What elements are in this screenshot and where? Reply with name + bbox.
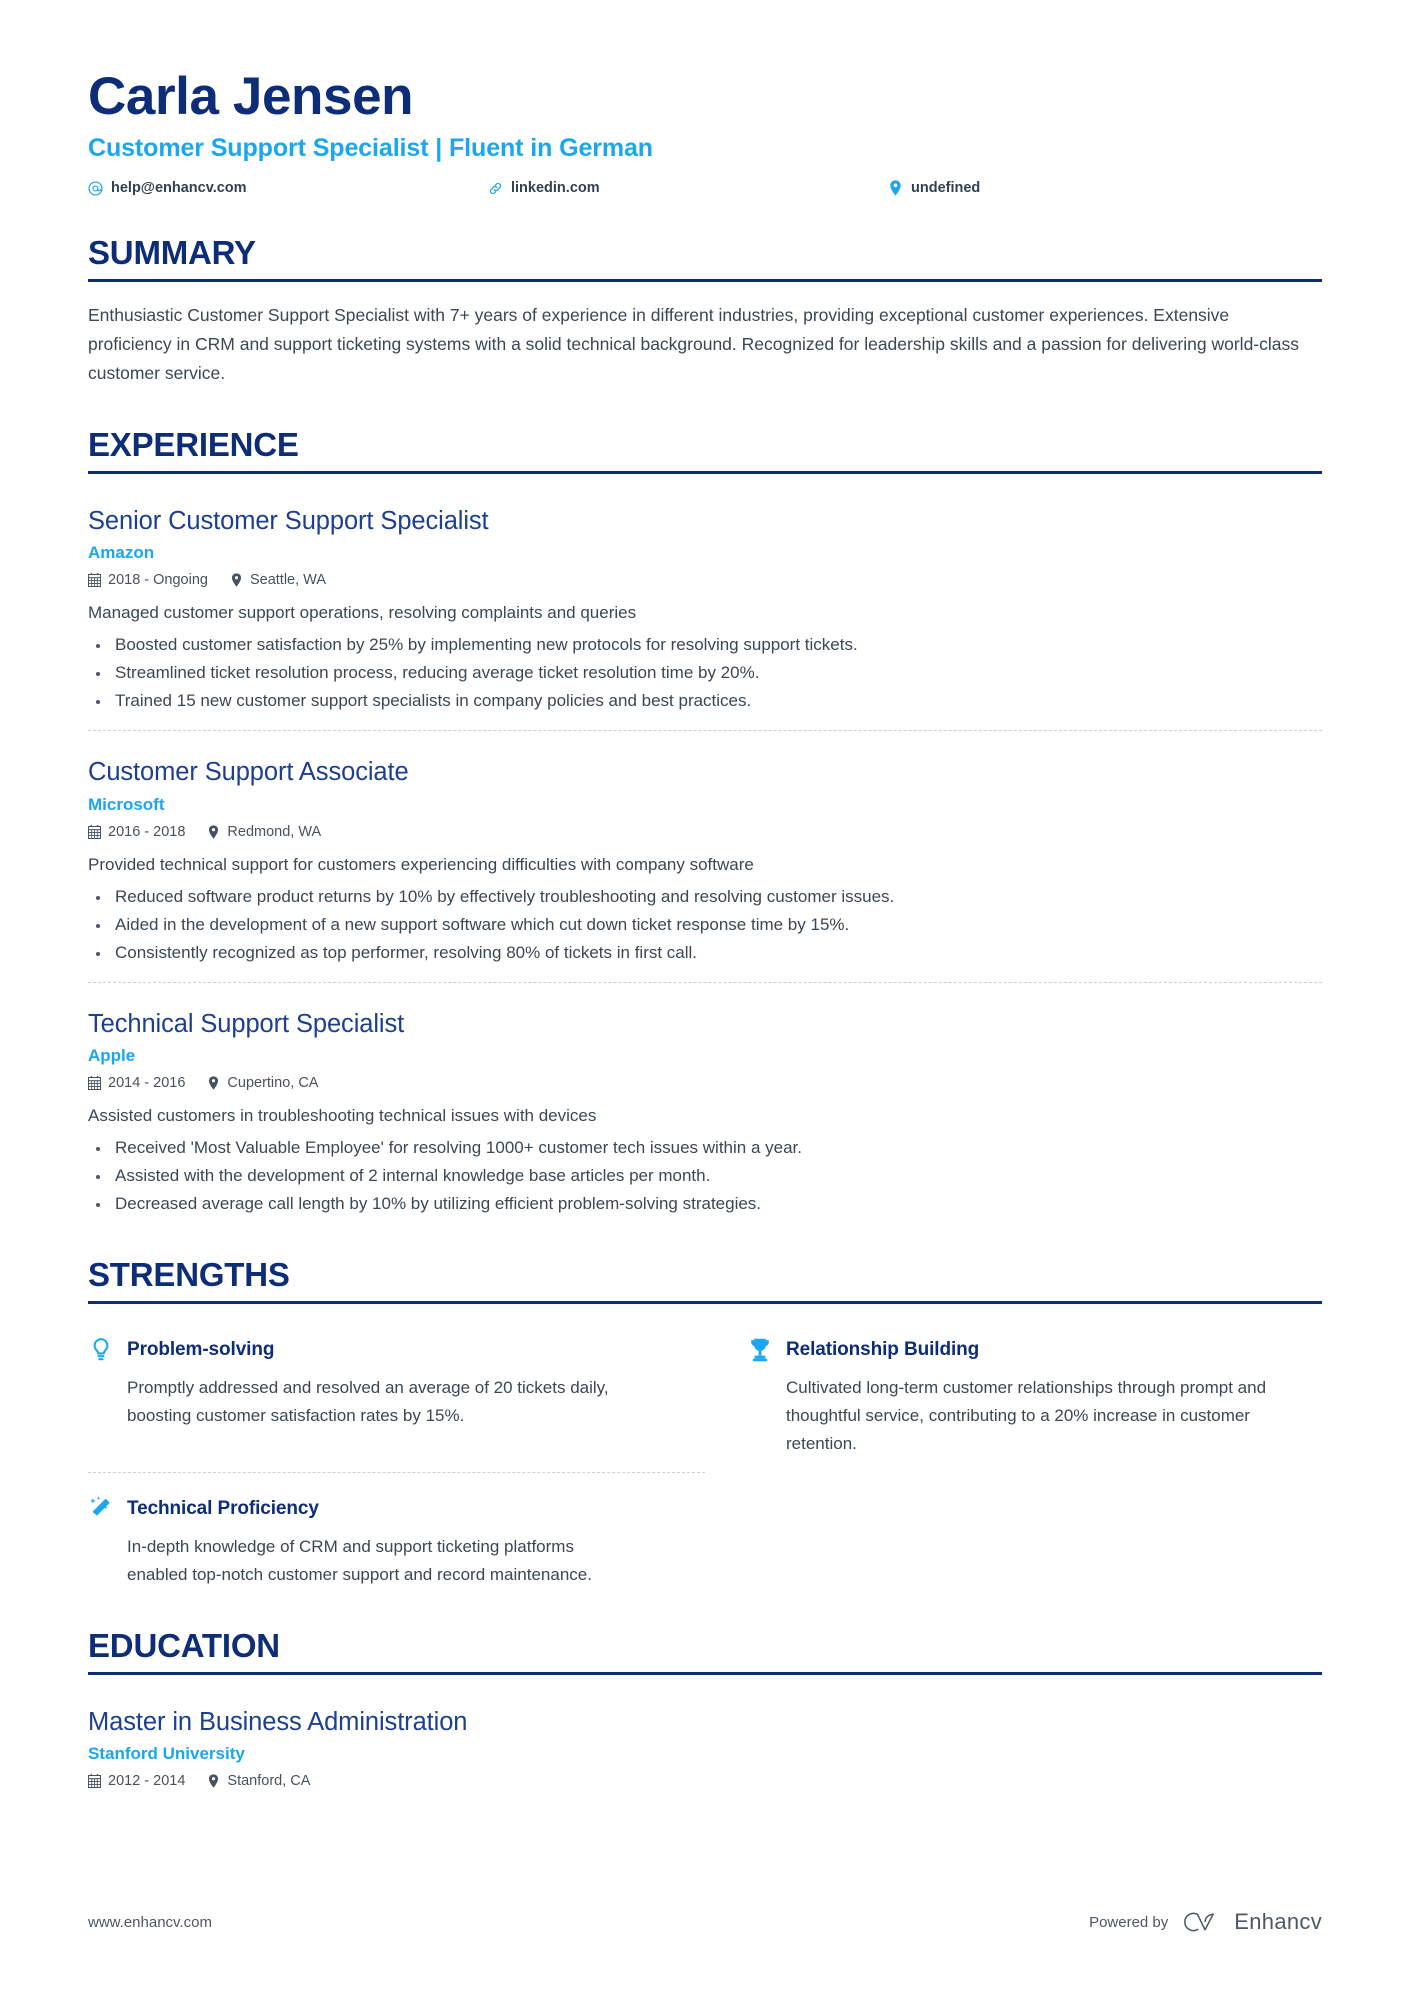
entry-description: Assisted customers in troubleshooting technical issues with devices: [88, 1106, 597, 1126]
strengths-heading: STRENGTHS: [88, 1256, 290, 1294]
entry-description: Provided technical support for customers experiencing difficulties with company software: [88, 854, 754, 874]
contact-location[interactable]: [888, 180, 1228, 196]
entry-bullet-list: [88, 1134, 1322, 1218]
entry-bullet: Consistently recognized as top performer, resolving 80% of tickets in first call.: [88, 939, 1322, 967]
strength-item: [705, 1318, 1322, 1458]
entry-bullet: Assisted with the development of 2 internal knowledge base articles per month.: [88, 1162, 1322, 1190]
contact-email[interactable]: [88, 180, 488, 196]
footer-branding: [1089, 1909, 1322, 1935]
entry-organization: Amazon: [88, 543, 155, 563]
entry-organization: Apple: [88, 1046, 136, 1066]
section-education: [88, 1626, 1322, 1790]
candidate-headline: Customer Support Specialist | Fluent in German: [88, 134, 653, 163]
location-pin-icon: [888, 180, 903, 196]
section-divider: [88, 279, 1322, 282]
contact-linkedin[interactable]: [488, 180, 888, 196]
entry-title: Technical Support Specialist: [88, 1009, 405, 1038]
entry-organization: Stanford University: [88, 1744, 245, 1764]
contact-linkedin-text: linkedin.com: [511, 180, 600, 197]
location-pin-icon: [207, 1774, 220, 1788]
entry-dates-text: 2014 - 2016: [108, 1075, 186, 1092]
enhancv-wordmark: Enhancv: [1234, 1909, 1322, 1934]
entry-dates-text: 2012 - 2014: [108, 1773, 186, 1790]
entry-bullet-list: [88, 631, 1322, 715]
entry-bullet-list: [88, 883, 1322, 967]
entry-dates: [88, 572, 208, 588]
experience-entry: [88, 730, 1322, 967]
strength-title: Problem-solving: [127, 1338, 275, 1360]
trophy-icon: [747, 1336, 773, 1364]
education-heading: EDUCATION: [88, 1626, 280, 1664]
calendar-icon: [88, 1076, 101, 1090]
entry-bullet: Streamlined ticket resolution process, reducing average ticket resolution time by 20%.: [88, 659, 1322, 687]
entry-meta: [88, 1773, 1322, 1789]
entry-location: [207, 824, 321, 840]
experience-entry: [88, 982, 1322, 1219]
page-footer: [88, 1909, 1322, 1935]
strength-header: [88, 1336, 631, 1364]
section-divider: [88, 1672, 1322, 1675]
entry-location: [230, 572, 326, 588]
experience-entry: [88, 490, 1322, 716]
candidate-name: Carla Jensen: [88, 67, 414, 126]
location-pin-icon: [207, 825, 220, 839]
entry-bullet: Trained 15 new customer support specialists in company policies and best practices.: [88, 687, 1322, 715]
entry-title: Customer Support Associate: [88, 758, 409, 787]
entry-meta: [88, 824, 1322, 840]
summary-text: Enthusiastic Customer Support Specialist with 7+ years of experience in different industries, providing exceptional customer experiences. Extensive proficiency in CRM and support ticketing systems with a solid technical background. Recognized for leadership skills and a passion for delivering world-class customer service.: [88, 304, 1299, 383]
entry-bullet: Boosted customer satisfaction by 25% by implementing new protocols for resolving support tickets.: [88, 631, 1322, 659]
contact-location-text: undefined: [911, 180, 981, 197]
entry-bullet: Decreased average call length by 10% by utilizing efficient problem-solving strategies.: [88, 1190, 1322, 1218]
experience-entry-list: [88, 490, 1322, 1219]
section-divider: [88, 1301, 1322, 1304]
strength-description: Promptly addressed and resolved an average of 20 tickets daily, boosting customer satisfaction rates by 15%.: [127, 1377, 609, 1425]
strength-item: [88, 1472, 705, 1589]
strength-description: In-depth knowledge of CRM and support ticketing platforms enabled top-notch customer support and record maintenance.: [127, 1536, 592, 1584]
strength-description: Cultivated long-term customer relationships through prompt and thoughtful service, contributing to a 20% increase in customer retention.: [786, 1377, 1267, 1453]
strengths-list: [88, 1318, 1322, 1589]
entry-meta: [88, 1075, 1322, 1091]
link-icon: [488, 180, 503, 196]
entry-location: [207, 1075, 318, 1091]
contact-email-text: help@enhancv.com: [111, 180, 247, 197]
entry-title: Master in Business Administration: [88, 1707, 468, 1736]
entry-location-text: Cupertino, CA: [227, 1075, 319, 1092]
summary-heading: SUMMARY: [88, 234, 256, 272]
entry-meta: [88, 572, 1322, 588]
entry-description: Managed customer support operations, resolving complaints and queries: [88, 603, 637, 623]
lightbulb-icon: [88, 1336, 114, 1364]
strength-title: Technical Proficiency: [127, 1497, 319, 1519]
entry-dates-text: 2018 - Ongoing: [108, 572, 208, 589]
location-pin-icon: [207, 1076, 220, 1090]
strength-item: [88, 1318, 705, 1458]
entry-organization: Microsoft: [88, 794, 165, 814]
strength-header: [747, 1336, 1322, 1364]
education-entry: [88, 1691, 1322, 1790]
calendar-icon: [88, 573, 101, 587]
entry-dates: [88, 1773, 185, 1789]
location-pin-icon: [230, 573, 243, 587]
entry-bullet: Received 'Most Valuable Employee' for resolving 1000+ customer tech issues within a year.: [88, 1134, 1322, 1162]
entry-location-text: Seattle, WA: [249, 572, 326, 589]
magic-wand-icon: [88, 1495, 114, 1523]
entry-bullet: Aided in the development of a new support software which cut down ticket response time by 15%.: [88, 911, 1322, 939]
section-strengths: [88, 1258, 1322, 1589]
contact-row: [88, 180, 1322, 196]
section-divider: [88, 471, 1322, 474]
enhancv-mark-icon: [1181, 1909, 1223, 1935]
entry-location-text: Stanford, CA: [227, 1773, 311, 1790]
entry-dates: [88, 824, 185, 840]
powered-by-label: Powered by: [1089, 1913, 1169, 1931]
entry-dates: [88, 1075, 185, 1091]
entry-dates-text: 2016 - 2018: [108, 823, 186, 840]
resume-header: [88, 56, 1322, 196]
enhancv-logo: [1181, 1909, 1322, 1935]
entry-bullet: Reduced software product returns by 10% by effectively troubleshooting and resolving customer issues.: [88, 883, 1322, 911]
section-experience: [88, 425, 1322, 1218]
strength-header: [88, 1495, 631, 1523]
entry-location-text: Redmond, WA: [227, 823, 322, 840]
education-entry-list: [88, 1691, 1322, 1790]
footer-website[interactable]: www.enhancv.com: [88, 1913, 212, 1931]
entry-location: [207, 1773, 310, 1789]
experience-heading: EXPERIENCE: [88, 425, 299, 463]
email-icon: [88, 180, 103, 196]
calendar-icon: [88, 1774, 101, 1788]
section-summary: [88, 236, 1322, 388]
calendar-icon: [88, 825, 101, 839]
entry-title: Senior Customer Support Specialist: [88, 506, 489, 535]
strength-title: Relationship Building: [786, 1338, 980, 1360]
